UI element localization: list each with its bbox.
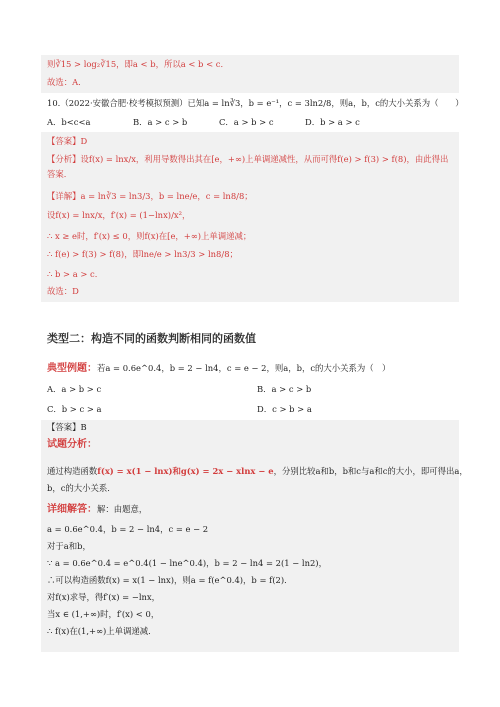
q10-detail-line1: 【详解】a = ln∛3 = ln3/3，b = lne/e，c = ln8/8； xyxy=(47,191,253,201)
example-option-d: D．c > b > a xyxy=(257,404,312,414)
example-answer: 【答案】B xyxy=(47,422,87,432)
example-solution-block xyxy=(41,420,468,652)
q10-detail-line4: ∴ f(e) > f(3) > f(8)，即lne/e > ln3/3 > ln8/8； xyxy=(47,249,238,259)
detail-step-5: 对f(x)求导，得f′(x) = −lnx， xyxy=(47,592,161,602)
previous-solution-choice: 故选：A． xyxy=(47,77,87,87)
example-stem-row xyxy=(47,363,390,374)
q10-detail-line3: ∴ x ≥ e时，f′(x) ≤ 0，则f(x)在[e，+∞)上单调递减； xyxy=(47,231,252,241)
analysis-functions: f(x) = x(1 − lnx)和g(x) = 2x − xlnx − e xyxy=(97,466,274,476)
q10-detail-line2: 设f(x) = lnx/x，f′(x) = (1−lnx)/x²， xyxy=(47,210,191,220)
q10-detail-line5: ∴ b > a > c． xyxy=(47,269,104,279)
analysis-prefix: 通过构造函数 xyxy=(47,466,98,476)
q10-detail-line6: 故选：D xyxy=(47,286,79,296)
q10-solution-block xyxy=(41,132,459,302)
q10-option-b: B．a > c > b xyxy=(133,117,188,127)
example-option-b: B．a > c > b xyxy=(257,384,312,394)
example-label: 典型例题： xyxy=(47,363,97,374)
analysis-suffix: ，分别比较a和b，b和c与a和c的大小，即可得出a， xyxy=(273,466,468,476)
previous-solution-block xyxy=(41,55,459,93)
analysis-label: 试题分析： xyxy=(47,439,97,450)
section-heading: 类型二：构造不同的函数判断相同的函数值 xyxy=(47,332,256,345)
q10-option-c: C．a > b > c xyxy=(219,117,274,127)
detail-step-1: a = 0.6e^0.4，b = 2 − ln4，c = e − 2 xyxy=(47,524,209,534)
detail-step-2: 对于a和b， xyxy=(47,541,91,551)
detail-step-4: ∴可以构造函数f(x) = x(1 − lnx)，则a = f(e^0.4)，b = f(2)． xyxy=(47,575,293,585)
q10-answer: 【答案】D xyxy=(47,136,88,146)
example-analysis-line2: b，c的大小关系． xyxy=(47,483,116,493)
detail-step-7: ∴ f(x)在(1,+∞)上单调递减． xyxy=(47,626,157,636)
detail-step-3: ∵ a = 0.6e^0.4 = e^0.4(1 − lne^0.4)，b = 2 − ln4 = 2(1 − ln2)， xyxy=(47,558,327,568)
example-analysis-line1 xyxy=(47,466,468,477)
detail-step-6: 当x ∈ (1,+∞)时，f′(x) < 0， xyxy=(47,609,160,619)
example-stem: 若a = 0.6e^0.4，b = 2 − ln4，c = e − 2，则a，b，c的大小关系为（ ） xyxy=(97,363,391,373)
detail-intro: 解：由题意， xyxy=(97,504,148,514)
example-option-a: A．a > b > c xyxy=(47,384,102,394)
detail-label: 详细解答： xyxy=(47,504,97,515)
detail-label-row xyxy=(47,504,147,515)
q10-option-a: A．b<c<a xyxy=(47,117,91,127)
q10-option-d: D．b > a > c xyxy=(305,117,360,127)
example-option-c: C．b > c > a xyxy=(47,404,102,414)
previous-solution-line: 则∛15 > log₂∛15，即a < b，所以a < b < c． xyxy=(47,59,229,69)
question-10-stem: 10.（2022·安徽合肥·校考模拟预测）已知a = ln∛3，b = e⁻¹，c = 3ln2/8，则a，b，c的大小关系为（ ） xyxy=(47,98,464,108)
q10-analysis-line1: 【分析】设f(x) = lnx/x，利用导数得出其在[e，+∞)上单调递减性，从而可得f(e) > f(3) > f(8)，由此得出 xyxy=(47,154,449,164)
q10-analysis-line2: 答案． xyxy=(47,169,73,179)
